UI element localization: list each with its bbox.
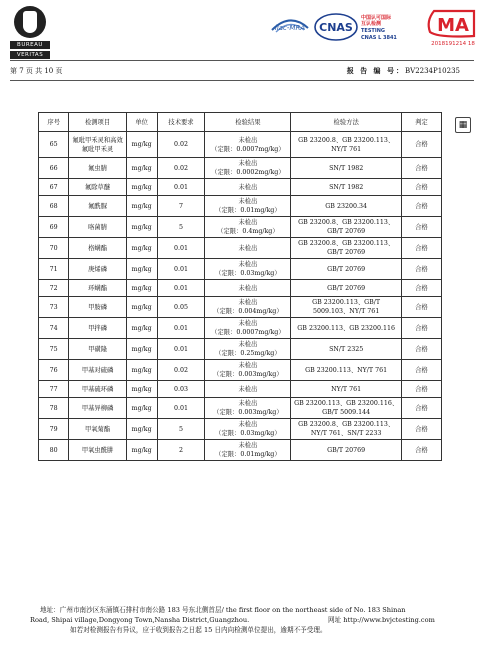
result-value: 未检出 <box>238 136 258 144</box>
cell-no: 68 <box>39 196 69 217</box>
result-limit: （定限：0.004mg/kg） <box>213 308 283 315</box>
cell-item: 甲基异柳磷 <box>69 398 126 419</box>
table-row <box>39 419 442 440</box>
cell-requirement: 0.01 <box>157 259 205 280</box>
cell-judgement: 合格 <box>401 381 441 398</box>
cell-requirement: 0.02 <box>157 132 205 158</box>
col-header-unit: 单位 <box>126 113 157 132</box>
result-value: 未检出 <box>238 160 258 167</box>
ma-number: 2018191214 18 <box>431 41 475 47</box>
table-row <box>39 398 442 419</box>
cell-requirement: 0.01 <box>157 179 205 196</box>
table-row <box>39 259 442 280</box>
result-limit: （定限：0.003mg/kg） <box>213 371 283 378</box>
col-header-result: 检验结果 <box>205 113 291 132</box>
cell-judgement: 合格 <box>401 440 441 461</box>
cell-unit: mg/kg <box>126 158 157 179</box>
cnas-label: CNAS <box>319 21 353 34</box>
cell-method: GB/T 20769 <box>291 440 402 461</box>
cell-unit: mg/kg <box>126 238 157 259</box>
result-value: 未检出 <box>238 244 258 252</box>
report-number-label: 报 告 编 号： <box>346 67 405 75</box>
cell-requirement: 7 <box>157 196 205 217</box>
cell-judgement: 合格 <box>401 339 441 360</box>
cell-item: 氟虫腈 <box>69 158 126 179</box>
ilac-mra-logo <box>268 10 312 38</box>
cell-unit: mg/kg <box>126 217 157 238</box>
cell-result <box>205 132 291 158</box>
table-row <box>39 238 442 259</box>
result-value: 未检出 <box>238 362 258 369</box>
cell-no: 69 <box>39 217 69 238</box>
footer-address-line2-text: Road, Shipai village,Dongyong Town,Nansha District,Guangzhou. <box>30 616 250 624</box>
result-limit: （定限：0.03mg/kg） <box>215 270 281 277</box>
cell-judgement: 合格 <box>401 158 441 179</box>
cell-method: GB/T 20769 <box>291 259 402 280</box>
cell-judgement: 合格 <box>401 280 441 297</box>
cnas-cert-no: CNAS L 3841 <box>361 35 397 41</box>
cell-judgement: 合格 <box>401 360 441 381</box>
cell-judgement: 合格 <box>401 259 441 280</box>
result-value: 未检出 <box>238 442 258 449</box>
cell-result <box>205 381 291 398</box>
footer-address-line2 <box>30 615 435 625</box>
cell-judgement: 合格 <box>401 297 441 318</box>
table-row <box>39 339 442 360</box>
cnas-logo <box>314 12 422 44</box>
cell-method: SN/T 1982 <box>291 179 402 196</box>
col-header-no: 序号 <box>39 113 69 132</box>
cell-requirement: 5 <box>157 419 205 440</box>
bureau-label: BUREAU <box>10 41 50 49</box>
cell-no: 73 <box>39 297 69 318</box>
table-row <box>39 158 442 179</box>
cell-unit: mg/kg <box>126 381 157 398</box>
cell-requirement: 5 <box>157 217 205 238</box>
cnas-cn-line2: 互认检测 <box>361 21 382 27</box>
result-limit: （定限：0.0007mg/kg） <box>211 329 285 336</box>
cell-no: 67 <box>39 179 69 196</box>
result-limit: （定限：0.0007mg/kg） <box>211 145 285 153</box>
cell-judgement: 合格 <box>401 398 441 419</box>
table-row <box>39 196 442 217</box>
table-row <box>39 440 442 461</box>
cell-method: GB/T 20769 <box>291 280 402 297</box>
table-row <box>39 318 442 339</box>
result-value: 未检出 <box>238 219 258 226</box>
table-header-row <box>39 113 442 132</box>
cell-no: 75 <box>39 339 69 360</box>
cell-item: 咯菌腈 <box>69 217 126 238</box>
cell-method: GB 23200.113、GB 23200.116、GB/T 5009.144 <box>291 398 402 419</box>
cell-result <box>205 280 291 297</box>
cnas-cn-line1: 中国认可国际 <box>361 15 392 21</box>
table-row <box>39 280 442 297</box>
cell-unit: mg/kg <box>126 297 157 318</box>
cell-judgement: 合格 <box>401 318 441 339</box>
cell-method: GB 23200.113、GB/T 5009.103、NY/T 761 <box>291 297 402 318</box>
result-value: 未检出 <box>238 421 258 428</box>
table-row <box>39 217 442 238</box>
cell-method: SN/T 2325 <box>291 339 402 360</box>
table-row <box>39 297 442 318</box>
cell-result <box>205 179 291 196</box>
report-number <box>347 66 460 76</box>
cell-item: 氟酰脲 <box>69 196 126 217</box>
qr-scan-icon[interactable]: ▦ <box>455 117 471 133</box>
cma-logo <box>424 6 482 48</box>
cell-result <box>205 238 291 259</box>
cell-item: 环螨酯 <box>69 280 126 297</box>
footer-notice: 如若对检测报告有异议，应于收到报告之日起 15 日内向检测单位提出，逾期不予受理。 <box>70 626 327 634</box>
result-value: 未检出 <box>238 385 258 393</box>
cell-unit: mg/kg <box>126 179 157 196</box>
page-info: 第 7 页 共 10 页 <box>10 67 63 75</box>
result-value: 未检出 <box>238 341 258 348</box>
cell-result <box>205 419 291 440</box>
cell-result <box>205 297 291 318</box>
cell-method: GB 23200.34 <box>291 196 402 217</box>
cell-method: GB 23200.8、GB 23200.113、GB/T 20769 <box>291 238 402 259</box>
cell-requirement: 0.01 <box>157 398 205 419</box>
cell-requirement: 2 <box>157 440 205 461</box>
cell-no: 65 <box>39 132 69 158</box>
cell-item: 甲磺隆 <box>69 339 126 360</box>
cell-method: SN/T 1982 <box>291 158 402 179</box>
cell-requirement: 0.02 <box>157 158 205 179</box>
cell-result <box>205 217 291 238</box>
cell-result <box>205 259 291 280</box>
veritas-label: VERITAS <box>10 51 50 59</box>
result-limit: （定限：0.01mg/kg） <box>215 207 281 214</box>
cell-item: 甲胺磷 <box>69 297 126 318</box>
cell-unit: mg/kg <box>126 196 157 217</box>
cell-unit: mg/kg <box>126 280 157 297</box>
result-limit: （定限：0.03mg/kg） <box>215 430 281 437</box>
cell-requirement: 0.02 <box>157 360 205 381</box>
cell-judgement: 合格 <box>401 419 441 440</box>
cell-method: GB 23200.8、GB 23200.113、NY/T 761 <box>291 132 402 158</box>
cell-no: 74 <box>39 318 69 339</box>
cell-unit: mg/kg <box>126 419 157 440</box>
cell-item: 甲基硫环磷 <box>69 381 126 398</box>
col-header-method: 检验方法 <box>291 113 402 132</box>
result-value: 未检出 <box>238 400 258 407</box>
cell-result <box>205 158 291 179</box>
cell-method: GB 23200.8、GB 23200.113、GB/T 20769 <box>291 217 402 238</box>
cell-result <box>205 360 291 381</box>
footer-address-line1: 地址：广州市南沙区东涌镇石排村市南公路 183 号东北侧首层/ the first floor on the northeast side of No. 183 Shinan <box>40 606 406 614</box>
cell-judgement: 合格 <box>401 132 441 158</box>
result-value: 未检出 <box>238 284 258 292</box>
cell-unit: mg/kg <box>126 318 157 339</box>
col-header-judgement: 判定 <box>401 113 441 132</box>
result-limit: （定限：0.4mg/kg） <box>217 228 279 235</box>
cell-no: 76 <box>39 360 69 381</box>
header-divider-2 <box>10 80 474 81</box>
cell-result <box>205 398 291 419</box>
cell-no: 71 <box>39 259 69 280</box>
cell-result <box>205 318 291 339</box>
cell-result <box>205 339 291 360</box>
bureau-veritas-logo <box>10 6 50 60</box>
result-limit: （定限：0.0002mg/kg） <box>211 169 285 176</box>
cell-no: 78 <box>39 398 69 419</box>
cell-no: 79 <box>39 419 69 440</box>
footer-website: 网址 http://www.bvjctesting.com <box>328 616 435 624</box>
cell-item: 格螨酯 <box>69 238 126 259</box>
cell-no: 72 <box>39 280 69 297</box>
result-value: 未检出 <box>238 261 258 268</box>
cell-judgement: 合格 <box>401 196 441 217</box>
cell-method: GB 23200.113、GB 23200.116 <box>291 318 402 339</box>
cell-item: 甲氧虫酰肼 <box>69 440 126 461</box>
header-divider <box>10 60 474 61</box>
cell-judgement: 合格 <box>401 217 441 238</box>
cell-requirement: 0.05 <box>157 297 205 318</box>
cell-result <box>205 440 291 461</box>
bureau-veritas-seal-icon <box>14 6 46 38</box>
result-limit: （定限：0.003mg/kg） <box>213 409 283 416</box>
cell-requirement: 0.01 <box>157 280 205 297</box>
col-header-requirement: 技术要求 <box>157 113 205 132</box>
cell-item: 甲拌磷 <box>69 318 126 339</box>
cell-unit: mg/kg <box>126 440 157 461</box>
cell-method: NY/T 761 <box>291 381 402 398</box>
table-row <box>39 132 442 158</box>
result-limit: （定限：0.01mg/kg） <box>215 451 281 458</box>
cell-requirement: 0.03 <box>157 381 205 398</box>
report-number-value: BV2234P10235 <box>405 67 460 75</box>
cell-item: 甲氧菊酯 <box>69 419 126 440</box>
col-header-item: 检测项目 <box>69 113 126 132</box>
cell-judgement: 合格 <box>401 238 441 259</box>
cell-requirement: 0.01 <box>157 339 205 360</box>
result-value: 未检出 <box>238 198 258 205</box>
test-results-table <box>38 112 442 461</box>
cell-method: GB 23200.113、NY/T 761 <box>291 360 402 381</box>
cell-no: 80 <box>39 440 69 461</box>
cell-no: 66 <box>39 158 69 179</box>
cell-unit: mg/kg <box>126 259 157 280</box>
result-limit: （定限：0.25mg/kg） <box>215 350 281 357</box>
cell-unit: mg/kg <box>126 132 157 158</box>
ilac-mra-label: ilac-MRA <box>274 24 306 32</box>
result-value: 未检出 <box>238 320 258 327</box>
cell-requirement: 0.01 <box>157 238 205 259</box>
result-value: 未检出 <box>238 299 258 306</box>
cell-item: 氟吡甲禾灵和高效氟吡甲禾灵 <box>69 132 126 158</box>
table-row <box>39 360 442 381</box>
result-value: 未检出 <box>238 183 258 191</box>
table-row <box>39 179 442 196</box>
cnas-testing-label: TESTING <box>361 28 385 34</box>
cell-unit: mg/kg <box>126 360 157 381</box>
cell-item: 氟除草醚 <box>69 179 126 196</box>
cell-judgement: 合格 <box>401 179 441 196</box>
cell-requirement: 0.01 <box>157 318 205 339</box>
cell-no: 77 <box>39 381 69 398</box>
cell-item: 甲基对硫磷 <box>69 360 126 381</box>
cell-result <box>205 196 291 217</box>
table-row <box>39 381 442 398</box>
cell-method: GB 23200.8、GB 23200.113、NY/T 761、SN/T 2233 <box>291 419 402 440</box>
cell-no: 70 <box>39 238 69 259</box>
cell-unit: mg/kg <box>126 398 157 419</box>
cell-unit: mg/kg <box>126 339 157 360</box>
ma-label: MA <box>437 15 469 36</box>
cell-item: 庚烯磷 <box>69 259 126 280</box>
